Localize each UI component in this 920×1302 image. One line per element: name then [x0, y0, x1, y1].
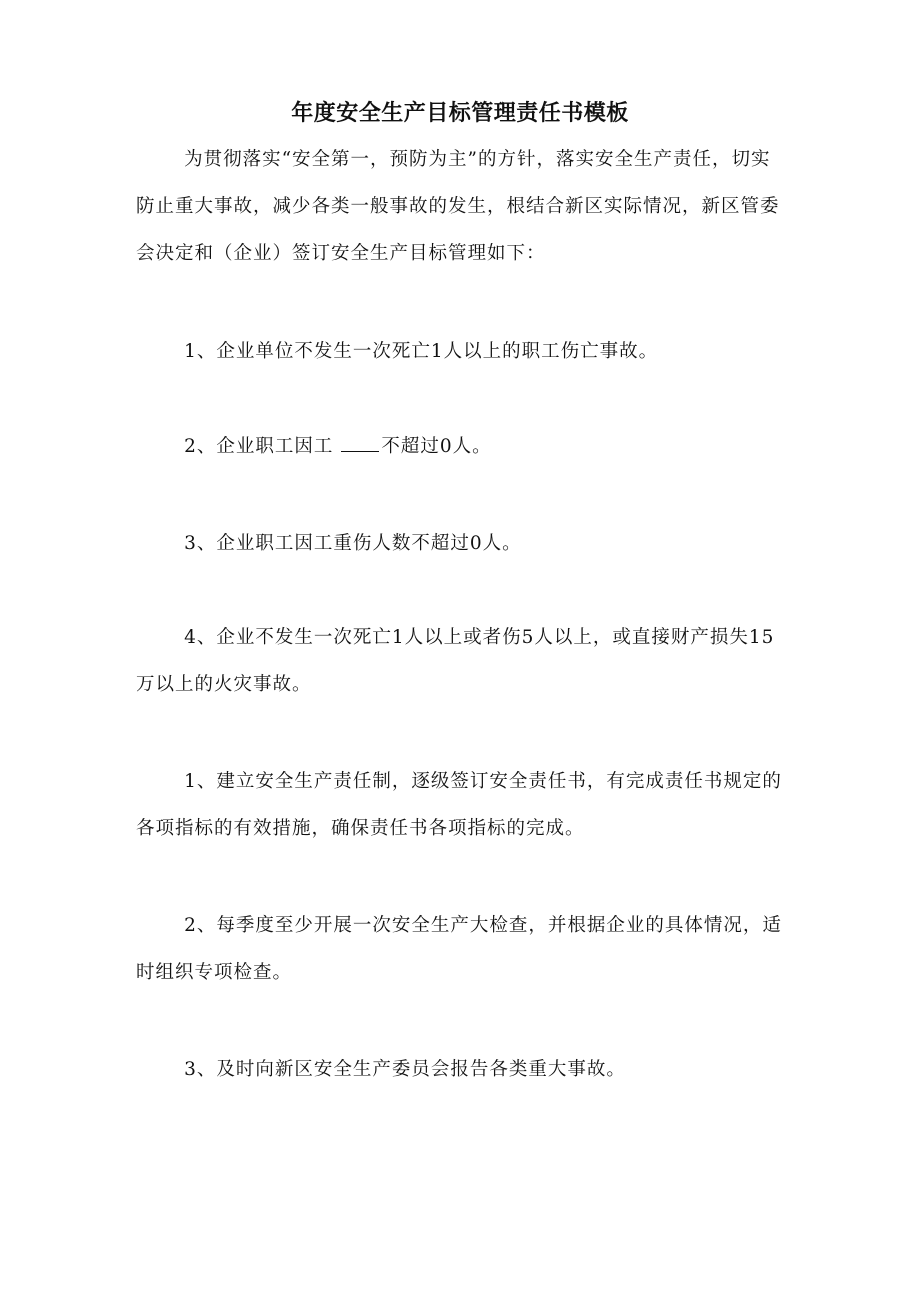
measure-item-2: 2、每季度至少开展一次安全生产大检查，并根据企业的具体情况，适时组织专项检查。 [136, 915, 782, 983]
measure-item-3: 3、及时向新区安全生产委员会报告各类重大事故。 [184, 1059, 626, 1080]
fill-in-blank [341, 435, 379, 452]
target-item-1: 1、企业单位不发生一次死亡1人以上的职工伤亡事故。 [184, 341, 659, 362]
target-item-2-prefix: 2、企业职工因工 [184, 436, 334, 457]
document-title: 年度安全生产目标管理责任书模板 [291, 101, 629, 126]
target-item-3: 3、企业职工因工重伤人数不超过0人。 [184, 533, 522, 554]
target-item-2 [136, 423, 788, 470]
measure-item-1: 1、建立安全生产责任制，逐级签订安全责任书，有完成责任书规定的各项指标的有效措施，确保责任书各项指标的完成。 [136, 771, 782, 839]
target-item-4: 4、企业不发生一次死亡1人以上或者伤5人以上，或直接财产损失15万以上的火灾事故。 [136, 627, 775, 695]
intro-paragraph: 为贯彻落实“安全第一，预防为主”的方针，落实安全生产责任，切实防止重大事故，减少各类一般事故的发生，根结合新区实际情况，新区管委会决定和（企业）签订安全生产目标管理如下： [136, 149, 780, 264]
target-item-2-suffix: 不超过0人。 [381, 436, 492, 457]
